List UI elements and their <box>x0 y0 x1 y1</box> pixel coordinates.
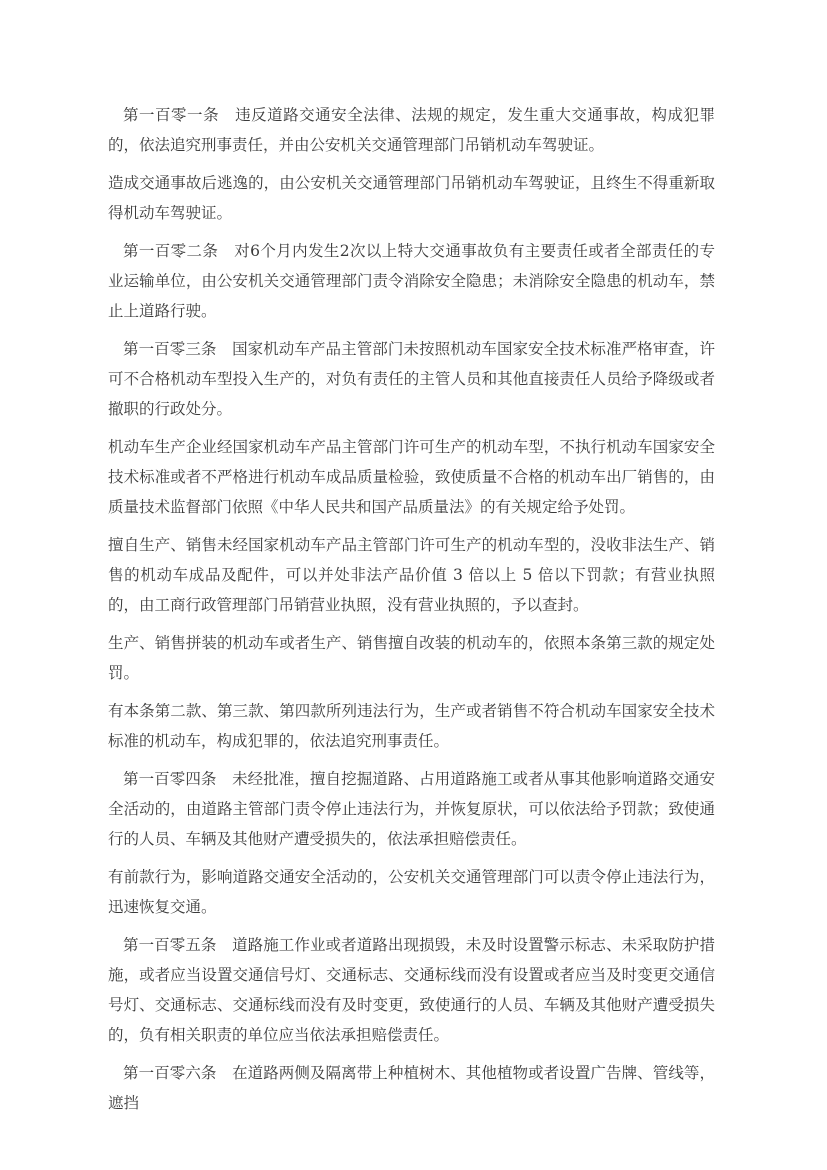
paragraph: 有本条第二款、第三款、第四款所列违法行为，生产或者销售不符合机动车国家安全技术标准的机动车，构成犯罪的，依法追究刑事责任。 <box>108 702 715 750</box>
paragraph: 机动车生产企业经国家机动车产品主管部门许可生产的机动车型，不执行机动车国家安全技术标准或者不严格进行机动车成品质量检验，致使质量不合格的机动车出厂销售的，由质量技术监督部门依照《中华人民共和国产品质量法》的有关规定给予处罚。 <box>108 438 715 516</box>
paragraph: 第一百零四条 未经批准，擅自挖掘道路、占用道路施工或者从事其他影响道路交通安全活动的，由道路主管部门责令停止违法行为，并恢复原状，可以依法给予罚款；致使通行的人员、车辆及其他财产遭受损失的，依法承担赔偿责任。 <box>108 770 715 848</box>
legal-text-body <box>108 100 715 1126</box>
paragraph: 造成交通事故后逃逸的，由公安机关交通管理部门吊销机动车驾驶证，且终生不得重新取得机动车驾驶证。 <box>108 174 715 222</box>
paragraph: 第一百零二条 对6个月内发生2次以上特大交通事故负有主要责任或者全部责任的专业运输单位，由公安机关交通管理部门责令消除安全隐患；未消除安全隐患的机动车，禁止上道路行驶。 <box>108 242 715 320</box>
paragraph: 有前款行为，影响道路交通安全活动的，公安机关交通管理部门可以责令停止违法行为，迅速恢复交通。 <box>108 868 715 916</box>
paragraph: 第一百零六条 在道路两侧及隔离带上种植树木、其他植物或者设置广告牌、管线等，遮挡 <box>108 1064 715 1112</box>
paragraph: 第一百零一条 违反道路交通安全法律、法规的规定，发生重大交通事故，构成犯罪的，依法追究刑事责任，并由公安机关交通管理部门吊销机动车驾驶证。 <box>108 106 715 154</box>
paragraph: 生产、销售拼装的机动车或者生产、销售擅自改装的机动车的，依照本条第三款的规定处罚。 <box>108 634 715 682</box>
paragraph: 第一百零五条 道路施工作业或者道路出现损毁，未及时设置警示标志、未采取防护措施，或者应当设置交通信号灯、交通标志、交通标线而没有设置或者应当及时变更交通信号灯、交通标志、交通标线而没有及时变更，致使通行的人员、车辆及其他财产遭受损失的，负有相关职责的单位应当依法承担赔偿责任。 <box>108 936 715 1044</box>
paragraph: 擅自生产、销售未经国家机动车产品主管部门许可生产的机动车型的，没收非法生产、销售的机动车成品及配件，可以并处非法产品价值 3 倍以上 5 倍以下罚款；有营业执照的，由工商行政管理部门吊销营业执照，没有营业执照的，予以查封。 <box>108 536 715 614</box>
paragraph: 第一百零三条 国家机动车产品主管部门未按照机动车国家安全技术标准严格审查，许可不合格机动车型投入生产的，对负有责任的主管人员和其他直接责任人员给予降级或者撤职的行政处分。 <box>108 340 715 418</box>
